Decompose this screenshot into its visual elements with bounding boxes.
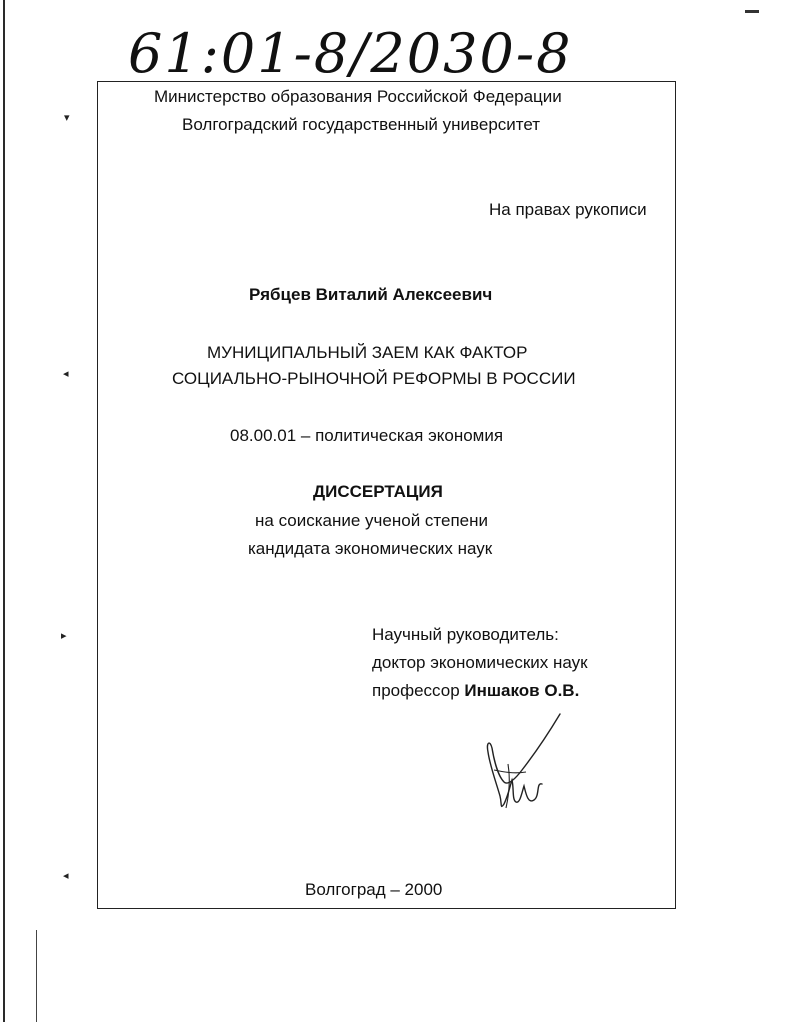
university-name: Волгоградский государственный университет: [182, 115, 541, 134]
city-year: Волгоград – 2000: [305, 880, 443, 899]
supervisor-heading: Научный руководитель:: [372, 625, 559, 644]
scan-mark: [745, 10, 759, 13]
margin-mark-2: ◂: [63, 368, 69, 380]
supervisor-line: [372, 681, 579, 701]
supervisor-title: профессор: [372, 681, 460, 700]
dissertation-label: ДИССЕРТАЦИЯ: [313, 482, 443, 501]
ministry-name: Министерство образования Российской Федерации: [154, 87, 562, 106]
margin-mark-1: ▾: [64, 112, 70, 124]
scan-edge-secondary: [36, 930, 37, 1022]
manuscript-rights: На правах рукописи: [489, 200, 647, 219]
archive-code: 61:01-8/2030-8: [128, 22, 573, 85]
supervisor-degree: доктор экономических наук: [372, 653, 588, 672]
scan-edge: [3, 0, 5, 1022]
degree-line1: на соискание ученой степени: [255, 511, 489, 530]
degree-line2: кандидата экономических наук: [248, 539, 493, 558]
margin-mark-4: ◂: [63, 870, 69, 882]
specialty-code: 08.00.01 – политическая экономия: [230, 426, 504, 445]
signature: [478, 712, 568, 822]
dissertation-title-line1: МУНИЦИПАЛЬНЫЙ ЗАЕМ КАК ФАКТОР: [207, 343, 528, 362]
supervisor-name: Иншаков О.В.: [464, 681, 580, 700]
author-name: Рябцев Виталий Алексеевич: [249, 285, 493, 304]
margin-mark-3: ▸: [61, 630, 67, 642]
dissertation-title-line2: СОЦИАЛЬНО-РЫНОЧНОЙ РЕФОРМЫ В РОССИИ: [172, 369, 576, 388]
